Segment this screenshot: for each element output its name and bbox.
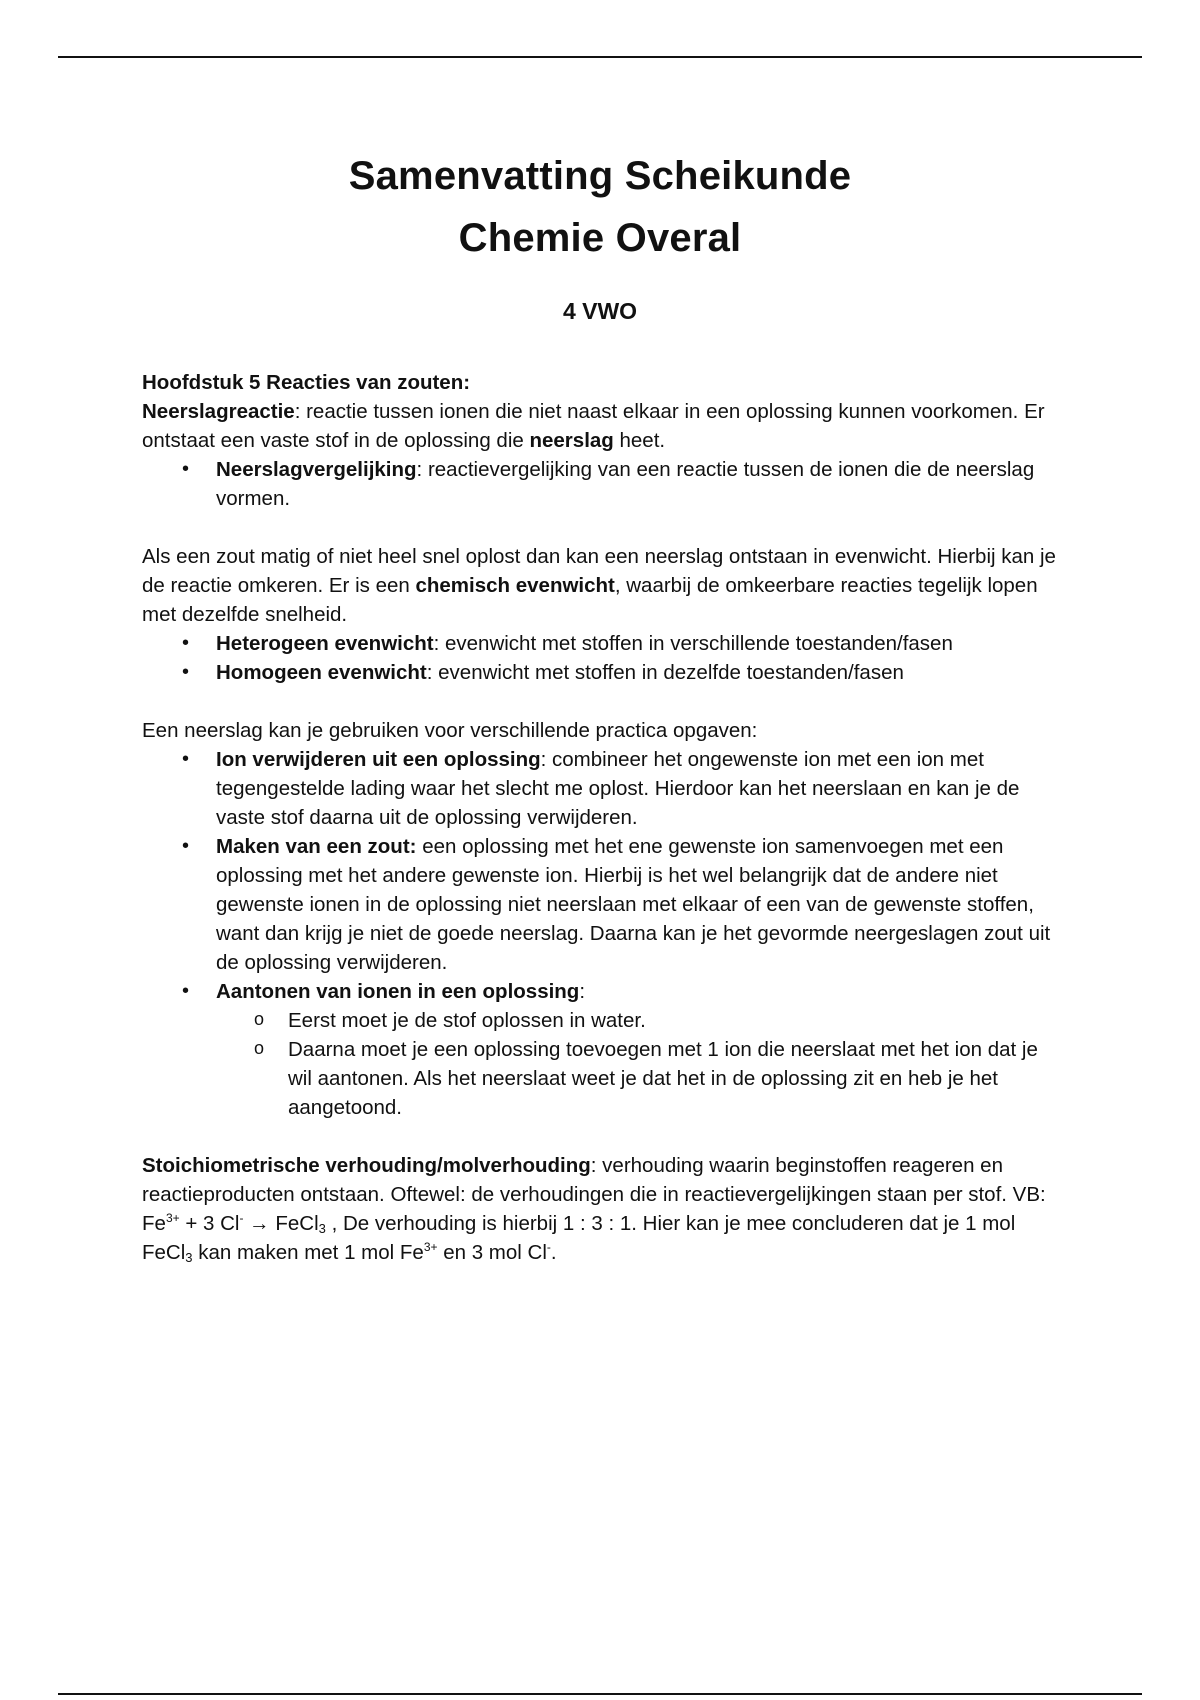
chapter-heading: Hoofdstuk 5 Reacties van zouten: <box>142 371 471 394</box>
neerslagreactie-paragraph: Neerslagreactie: reactie tussen ionen die niet naast elkaar in een oplossing kunnen voorkomen. Er ontstaat een vaste stof in de oplossing die neerslag heet. <box>142 400 1045 452</box>
top-rule <box>58 56 1142 58</box>
list-item: • Maken van een zout: een oplossing met het ene gewenste ion samenvoegen met een oplossing met het andere gewenste ion. Hierbij is het wel belangrijk dat de andere niet gewenste ionen in de oplossing niet neerslaan met elkaar of een van de gewenste stoffen, want dan krijg je niet de goede neerslag. Daarna kan je het gevormde neergeslagen zout uit de oplossing verwijderen. <box>142 832 1062 977</box>
class-level-label: 4 VWO <box>562 298 638 324</box>
list-item: • Ion verwijderen uit een oplossing: combineer het ongewenste ion met een ion met tegengestelde lading waar het slecht me oplost. Hierdoor kan het neerslaan en kan je de vaste stof daarna uit de oplossing verwijderen. <box>142 745 1062 832</box>
document-title <box>0 145 1200 269</box>
aantonen-sub-list <box>142 1006 1062 1122</box>
practica-bullet-list <box>142 745 1062 1122</box>
title-line-2: Chemie Overal <box>458 216 742 260</box>
evenwicht-bullet-list <box>142 629 1062 687</box>
sub-list-item: o Eerst moet je de stof oplossen in water. <box>142 1006 1062 1035</box>
document-body <box>142 368 1062 1267</box>
bottom-rule <box>58 1693 1142 1695</box>
practica-intro: Een neerslag kan je gebruiken voor verschillende practica opgaven: <box>142 719 758 742</box>
sub-list-item: o Daarna moet je een oplossing toevoegen met 1 ion die neerslaat met het ion dat je wil aantonen. Als het neerslaat weet je dat het in de oplossing zit en heb je het aangetoond. <box>142 1035 1062 1122</box>
title-line-1: Samenvatting Scheikunde <box>348 154 852 198</box>
neerslag-bullet-list <box>142 455 1062 513</box>
list-item: • Heterogeen evenwicht: evenwicht met stoffen in verschillende toestanden/fasen <box>142 629 1062 658</box>
evenwicht-paragraph: Als een zout matig of niet heel snel oplost dan kan een neerslag ontstaan in evenwicht. Hierbij kan je de reactie omkeren. Er is een chemisch evenwicht, waarbij de omkeerbare reacties tegelijk lopen met dezelfde snelheid. <box>142 545 1056 626</box>
list-item: • Aantonen van ionen in een oplossing: o Eerst moet je de stof oplossen in water. o Daarna moet je een oplossing toevoegen met 1 ion die neerslaat met het ion dat je wil aantonen. Als het neerslaat weet je dat het in de oplossing zit en heb je het aangetoond. <box>142 977 1062 1122</box>
stoichiometrie-paragraph: Stoichiometrische verhouding/molverhouding: verhouding waarin beginstoffen reageren en reactieproducten ontstaan. Oftewel: de verhoudingen die in reactievergelijkingen staan per stof. VB: $Fe^{3+} + 3$ Cl- → FeCl$_3$ , De verhouding is hierbij 1 : 3 : 1. Hier kan je mee concluderen dat je 1 mol FeCl$_3$ kan maken met 1 mol $Fe^{3+}$ en 3 mol Cl-. <box>142 1154 1046 1265</box>
list-item: • Homogeen evenwicht: evenwicht met stoffen in dezelfde toestanden/fasen <box>142 658 1062 687</box>
list-item: • Neerslagvergelijking: reactievergelijking van een reactie tussen de ionen die de neerslag vormen. <box>142 455 1062 513</box>
